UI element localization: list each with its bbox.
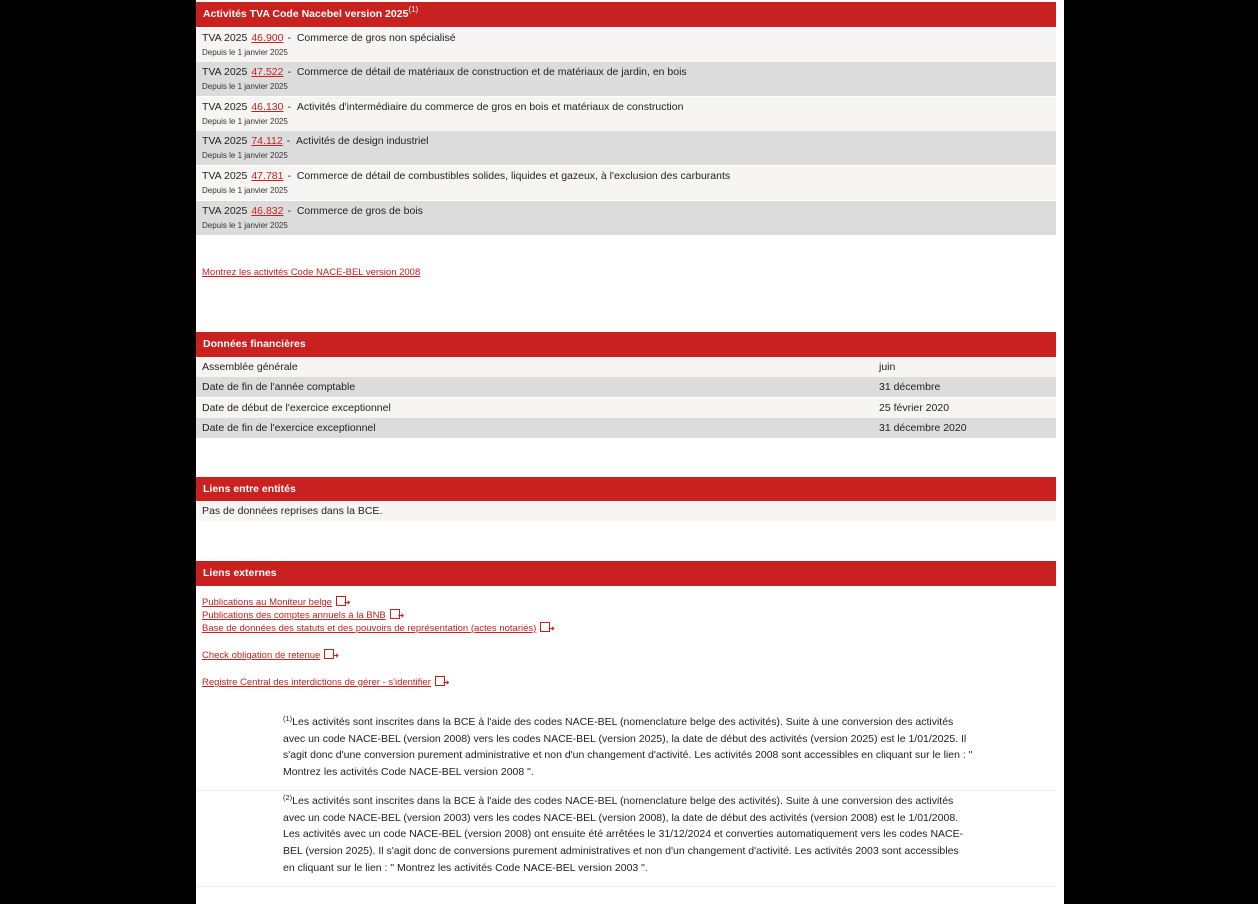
activity-prefix: TVA 2025 [202,32,248,44]
financial-label: Date de fin de l'année comptable [202,381,356,393]
arrow-right-icon: ➜ [442,678,450,687]
footnote-divider [196,790,1056,791]
external-link[interactable]: Publications au Moniteur belge [202,597,332,608]
external-link-icon[interactable] [435,676,445,686]
page-content [196,0,1064,904]
activities-header-title: Activités TVA Code Nacebel version 2025 [203,8,409,20]
external-links-header [196,561,1056,586]
footnote-bottom-divider [196,886,1056,887]
activity-line [202,205,423,217]
activity-row [196,201,1056,235]
activity-separator: - [287,32,291,44]
activity-line [202,32,456,44]
footnote-1 [283,714,973,781]
external-link[interactable]: Publications des comptes annuels à la BNB [202,610,386,621]
financial-label: Assemblée générale [202,361,298,373]
external-link-item [202,645,339,663]
activity-code-link[interactable]: 47.522 [251,66,284,78]
activity-separator: - [287,205,291,217]
activity-since: Depuis le 1 janvier 2025 [202,186,288,195]
activity-line [202,135,429,147]
entity-links-header-title: Liens entre entités [203,483,296,495]
entity-links-row [196,501,1056,521]
footnote-2-text: Les activités sont inscrites dans la BCE à l'aide des codes NACE-BEL (nomenclature belge des activités). Suite à une conversion des activités avec un code NACE-BEL (version 2003) vers les codes NACE-BEL (version 2008), la date de début des activités (version 2008) est le 1/01/2008. Les activités avec un code NACE-BEL (version 2008) ont ensuite été arrêtées le 31/12/2024 et converties automatiquement vers les codes NACE-BEL (version 2025). Il s'agit donc de conversions purement administratives et non d'un changement d'activité. Les activités 2003 sont accessibles en cliquant sur le lien : " Montrez les activités Code NACE-BEL version 2003 ". [283,795,964,874]
financial-value: 25 février 2020 [879,402,950,414]
financial-value: 31 décembre [879,381,941,393]
financial-row [196,377,1056,397]
activity-since: Depuis le 1 janvier 2025 [202,151,288,160]
arrow-right-icon: ➜ [343,598,351,607]
external-link-item [202,618,555,636]
activity-prefix: TVA 2025 [202,135,248,147]
activity-prefix: TVA 2025 [202,101,248,113]
financial-header-title: Données financières [203,338,306,350]
activities-header-sup: (1) [408,5,419,14]
entity-links-header [196,477,1056,502]
entity-links-text: Pas de données reprises dans la BCE. [202,505,383,517]
financial-row [196,357,1056,377]
activity-row [196,28,1056,62]
activity-prefix: TVA 2025 [202,66,248,78]
activity-prefix: TVA 2025 [202,170,248,182]
activity-description: Commerce de détail de matériaux de construction et de matériaux de jardin, en bois [296,66,687,78]
activity-separator: - [287,170,291,182]
activities-header [196,2,1056,27]
arrow-right-icon: ➜ [548,624,555,633]
external-link-icon[interactable] [540,622,550,632]
financial-header [196,332,1056,357]
activity-code-link[interactable]: 46.130 [251,101,284,113]
activity-since: Depuis le 1 janvier 2025 [202,117,288,126]
external-links-header-title: Liens externes [203,567,277,579]
activity-separator: - [286,135,291,147]
financial-value: 31 décembre 2020 [879,422,967,434]
external-link-icon[interactable] [324,649,334,659]
activity-prefix: TVA 2025 [202,205,248,217]
footnote-1-sup: (1) [283,714,293,723]
activity-separator: - [287,66,291,78]
financial-row [196,398,1056,418]
show-2008-activities-link[interactable]: Montrez les activités Code NACE-BEL version 2008 [202,267,421,278]
external-link-item [202,672,450,690]
financial-label: Date de fin de l'exercice exceptionnel [202,422,376,434]
activity-description: Commerce de gros non spécialisé [296,32,456,44]
activity-description: Activités de design industriel [296,135,429,147]
activity-separator: - [287,101,291,113]
activity-since: Depuis le 1 janvier 2025 [202,221,288,230]
footnote-2 [283,793,973,877]
activity-description: Commerce de détail de combustibles solides, liquides et gazeux, à l'exclusion des carburants [296,170,731,182]
financial-row [196,418,1056,438]
activity-code-link[interactable]: 47.781 [251,170,284,182]
activity-line [202,101,683,113]
external-link[interactable]: Check obligation de retenue [202,650,321,661]
activity-row [196,131,1056,165]
activity-line [202,66,687,78]
activity-since: Depuis le 1 janvier 2025 [202,48,288,57]
footnote-2-sup: (2) [283,793,293,802]
footnote-1-text: Les activités sont inscrites dans la BCE à l'aide des codes NACE-BEL (nomenclature belge des activités). Suite à une conversion des activités avec un code NACE-BEL (version 2008) vers les codes NACE-BEL (version 2025), la date de début des activités (version 2025) est le 1/01/2025. Il s'agit donc d'une conversion purement administrative et non d'un changement d'activité. Les activités 2008 sont accessibles en cliquant sur le lien : " Montrez les activités Code NACE-BEL version 2008 ". [283,716,973,779]
activity-description: Commerce de gros de bois [296,205,423,217]
external-link[interactable]: Registre Central des interdictions de gérer - s'identifier [202,677,431,688]
activity-code-link[interactable]: 74.112 [251,135,283,147]
activity-description: Activités d'intermédiaire du commerce de gros en bois et matériaux de construction [296,101,684,113]
arrow-right-icon: ➜ [397,611,405,620]
financial-value: juin [879,361,896,373]
activity-row [196,97,1056,131]
activity-code-link[interactable]: 46.900 [251,32,284,44]
activity-since: Depuis le 1 janvier 2025 [202,82,288,91]
activity-code-link[interactable]: 46.832 [251,205,284,217]
activity-row [196,62,1056,96]
arrow-right-icon: ➜ [332,651,340,660]
financial-label: Date de début de l'exercice exceptionnel [202,402,391,414]
activity-line [202,170,730,182]
external-link[interactable]: Base de données des statuts et des pouvoirs de représentation (actes notariés) [202,623,537,634]
activity-row [196,166,1056,200]
